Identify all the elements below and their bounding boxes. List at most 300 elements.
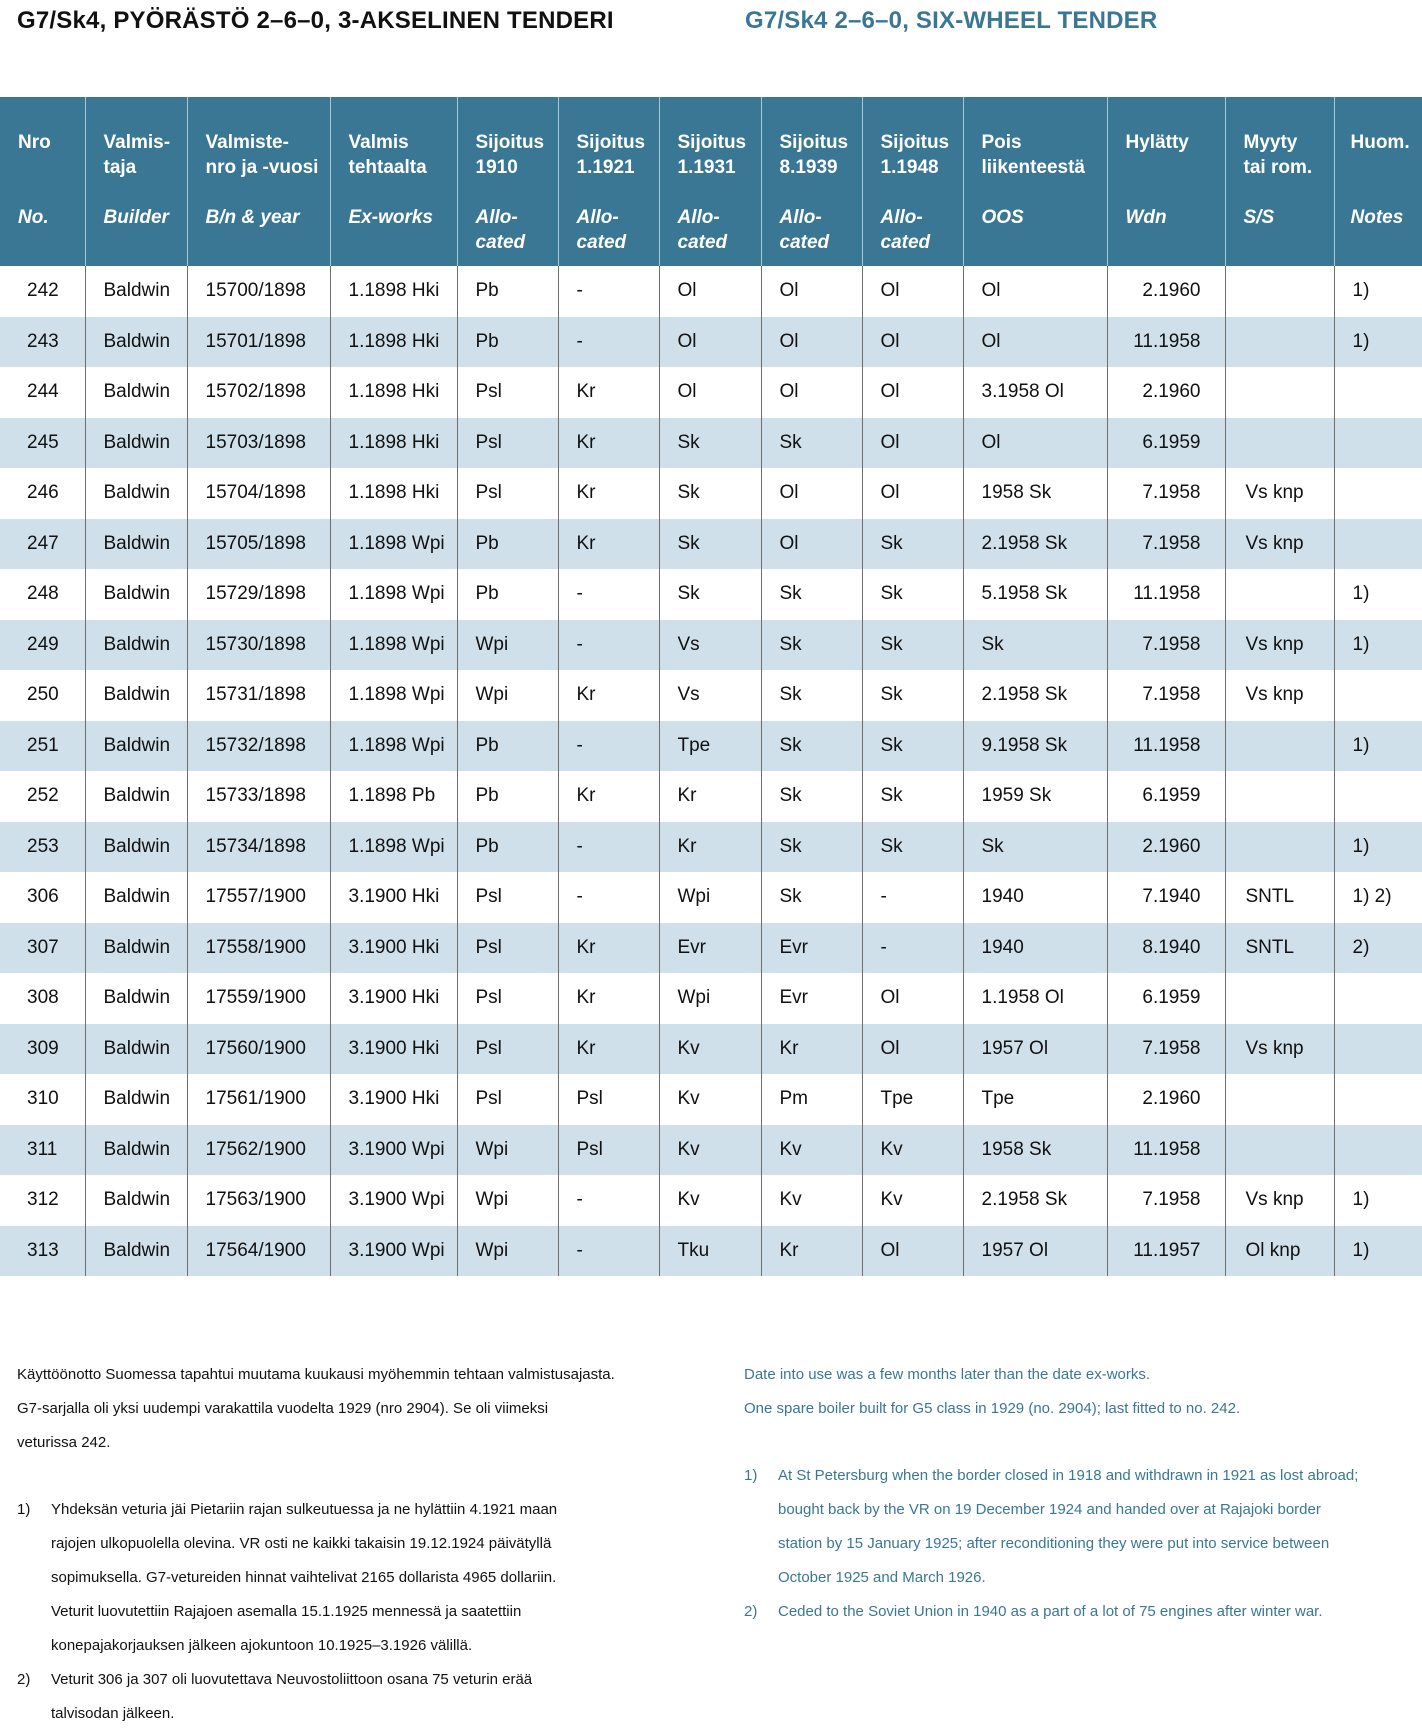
cell-bn-year: 17559/1900 [187, 973, 330, 1024]
cell-ss [1225, 721, 1334, 772]
cell-alloc-1931: Ol [659, 367, 761, 418]
cell-builder: Baldwin [85, 519, 187, 570]
cell-alloc-1948: Ol [862, 367, 963, 418]
cell-alloc-1939: Kv [761, 1175, 862, 1226]
cell-notes: 1) [1334, 822, 1422, 873]
cell-builder: Baldwin [85, 822, 187, 873]
cell-oos: 1958 Sk [963, 1125, 1107, 1176]
cell-nro: 252 [27, 785, 59, 807]
cell-wdn: 2.1960 [1107, 822, 1225, 873]
cell-alloc-1921: Kr [558, 923, 659, 974]
cell-alloc-1910: Wpi [457, 1125, 558, 1176]
table-row [0, 872, 1422, 923]
cell-alloc-1921: - [558, 1175, 659, 1226]
table-row [0, 1175, 1422, 1226]
cell-oos: 1958 Sk [963, 468, 1107, 519]
cell-notes [1334, 670, 1422, 721]
cell-alloc-1931: Tku [659, 1226, 761, 1277]
cell-ss [1225, 266, 1334, 317]
locomotive-table [0, 97, 1422, 1276]
cell-ex-works: 3.1900 Hki [330, 923, 457, 974]
note-line: Date into use was a few months later than the date ex-works. [744, 1366, 1151, 1383]
cell-nro: 244 [27, 381, 59, 403]
cell-alloc-1921: Kr [558, 771, 659, 822]
cell-alloc-1948: Ol [862, 1024, 963, 1075]
cell-notes [1334, 1074, 1422, 1125]
cell-alloc-1910: Psl [457, 1074, 558, 1125]
table-row [0, 519, 1422, 570]
cell-wdn: 11.1958 [1107, 569, 1225, 620]
cell-alloc-1921: Psl [558, 1074, 659, 1125]
cell-notes: 1) [1334, 620, 1422, 671]
cell-alloc-1921: - [558, 822, 659, 873]
cell-nro: 243 [0, 317, 85, 368]
cell-builder: Baldwin [85, 367, 187, 418]
note-line: G7-sarjalla oli yksi uudempi varakattila vuodelta 1929 (nro 2904). Se oli viimeksi [17, 1400, 549, 1417]
column-header-fi: Sijoitus 1.1948 [880, 132, 950, 178]
column-header-en: B/n & year [205, 207, 300, 228]
cell-nro: 311 [0, 1125, 85, 1176]
table-row [0, 367, 1422, 418]
cell-oos: Ol [963, 266, 1107, 317]
cell-oos: 5.1958 Sk [963, 569, 1107, 620]
cell-notes [1334, 1024, 1422, 1075]
cell-builder: Baldwin [85, 670, 187, 721]
notes-english-intro [744, 1358, 1414, 1426]
cell-bn-year: 17560/1900 [187, 1024, 330, 1075]
cell-bn-year: 15729/1898 [187, 569, 330, 620]
cell-nro: 249 [0, 620, 85, 671]
cell-nro: 242 [27, 280, 59, 302]
cell-nro: 251 [0, 721, 85, 772]
cell-notes: 1) [1334, 569, 1422, 620]
table-row [0, 721, 1422, 772]
cell-alloc-1921: Kr [558, 468, 659, 519]
footnote [17, 1493, 687, 1663]
footnote-text [51, 1493, 687, 1663]
cell-bn-year: 15734/1898 [187, 822, 330, 873]
cell-ex-works: 1.1898 Pb [330, 771, 457, 822]
cell-ss [1225, 822, 1334, 873]
cell-alloc-1921: Kr [558, 367, 659, 418]
cell-alloc-1931: Sk [659, 519, 761, 570]
table-row [0, 468, 1422, 519]
cell-oos: 1.1958 Ol [963, 973, 1107, 1024]
cell-alloc-1948: Sk [862, 569, 963, 620]
cell-wdn: 8.1940 [1107, 923, 1225, 974]
footnote-line: Veturit luovutettiin Rajajoen asemalla 15.1.1925 mennessä ja saatettiin [51, 1603, 522, 1620]
cell-oos: 2.1958 Sk [963, 519, 1107, 570]
cell-notes: 1) [1334, 317, 1422, 368]
cell-alloc-1910: Pb [457, 721, 558, 772]
cell-nro: 310 [27, 1088, 59, 1110]
table-body [0, 266, 1422, 1276]
cell-oos: Sk [963, 822, 1107, 873]
footnote-line: station by 15 January 1925; after reconditioning they were put into service between [778, 1535, 1330, 1552]
cell-alloc-1939: Sk [761, 872, 862, 923]
cell-notes: 1) [1334, 1175, 1422, 1226]
footnote-line: bought back by the VR on 19 December 1924 and handed over at Rajajoki border [778, 1501, 1321, 1518]
cell-builder: Baldwin [85, 266, 187, 317]
table-header [0, 97, 1422, 266]
column-header-oos [963, 97, 1107, 266]
cell-wdn: 2.1960 [1107, 1074, 1225, 1125]
cell-alloc-1910: Psl [457, 468, 558, 519]
cell-alloc-1910: Pb [457, 771, 558, 822]
cell-alloc-1931: Wpi [659, 872, 761, 923]
footnote-mark: 2) [17, 1671, 31, 1688]
cell-builder: Baldwin [85, 721, 187, 772]
cell-nro: 306 [27, 886, 59, 908]
footnote-mark: 2) [744, 1603, 758, 1620]
cell-wdn: 6.1959 [1107, 418, 1225, 469]
cell-bn-year: 15730/1898 [187, 620, 330, 671]
cell-alloc-1948: Ol [862, 1226, 963, 1277]
cell-alloc-1939: Ol [761, 317, 862, 368]
column-header-alloc-1910 [457, 97, 558, 266]
table-row [0, 317, 1422, 368]
column-header-en: S/S [1243, 207, 1275, 228]
footnote [744, 1459, 1414, 1595]
cell-alloc-1931: Tpe [659, 721, 761, 772]
cell-nro: 312 [27, 1189, 59, 1211]
cell-alloc-1939: Sk [761, 569, 862, 620]
cell-ss: Ol knp [1225, 1226, 1334, 1277]
cell-alloc-1931: Sk [659, 418, 761, 469]
cell-ss [1225, 1074, 1334, 1125]
cell-bn-year: 17563/1900 [187, 1175, 330, 1226]
table-row [0, 1226, 1422, 1277]
cell-bn-year: 15704/1898 [187, 468, 330, 519]
notes-finnish [17, 1358, 687, 1731]
cell-oos: 2.1958 Sk [963, 670, 1107, 721]
cell-alloc-1921: Kr [558, 418, 659, 469]
cell-bn-year: 17564/1900 [187, 1226, 330, 1277]
cell-bn-year: 15701/1898 [187, 317, 330, 368]
cell-alloc-1931: Kr [659, 771, 761, 822]
cell-bn-year: 17562/1900 [187, 1125, 330, 1176]
cell-oos: 1957 Ol [963, 1226, 1107, 1277]
cell-ss: Vs knp [1225, 1024, 1334, 1075]
cell-alloc-1948: Kv [862, 1125, 963, 1176]
cell-alloc-1948: - [862, 872, 963, 923]
cell-notes [1334, 367, 1422, 418]
note-line: veturissa 242. [17, 1434, 111, 1451]
cell-ss [1225, 418, 1334, 469]
column-header-fi: Nro [18, 132, 51, 153]
cell-notes [1334, 418, 1422, 469]
column-header-fi: Sijoitus 1910 [475, 132, 545, 178]
cell-alloc-1910: Wpi [457, 1175, 558, 1226]
cell-alloc-1931: Ol [659, 266, 761, 317]
cell-notes [1334, 1125, 1422, 1176]
table-row [0, 418, 1422, 469]
cell-nro: 245 [0, 418, 85, 469]
cell-bn-year: 15733/1898 [187, 771, 330, 822]
cell-builder: Baldwin [85, 923, 187, 974]
spacer [17, 1460, 687, 1493]
cell-builder: Baldwin [85, 317, 187, 368]
cell-alloc-1939: Ol [761, 468, 862, 519]
cell-notes: 1) [1334, 721, 1422, 772]
cell-builder: Baldwin [85, 468, 187, 519]
cell-notes: 1) 2) [1334, 872, 1422, 923]
footnote-line: October 1925 and March 1926. [778, 1569, 986, 1586]
cell-alloc-1948: - [862, 923, 963, 974]
cell-alloc-1910: Psl [457, 872, 558, 923]
cell-alloc-1921: - [558, 1226, 659, 1277]
cell-alloc-1931: Wpi [659, 973, 761, 1024]
cell-alloc-1939: Sk [761, 418, 862, 469]
column-header-en: Allo- cated [576, 207, 627, 253]
column-header-bn-year [187, 97, 330, 266]
cell-nro: 308 [27, 987, 59, 1009]
cell-ss: SNTL [1225, 923, 1334, 974]
cell-wdn: 11.1957 [1107, 1226, 1225, 1277]
cell-notes [1334, 519, 1422, 570]
column-header-en: Ex-works [348, 207, 433, 228]
cell-bn-year: 15732/1898 [187, 721, 330, 772]
cell-ex-works: 1.1898 Wpi [330, 620, 457, 671]
cell-wdn: 6.1959 [1107, 973, 1225, 1024]
column-header-en: No. [18, 207, 49, 228]
cell-alloc-1931: Kv [659, 1175, 761, 1226]
cell-ss [1225, 973, 1334, 1024]
cell-alloc-1910: Psl [457, 367, 558, 418]
cell-bn-year: 17557/1900 [187, 872, 330, 923]
cell-bn-year: 15731/1898 [187, 670, 330, 721]
cell-ex-works: 1.1898 Hki [330, 317, 457, 368]
cell-bn-year: 15705/1898 [187, 519, 330, 570]
column-header-fi: Huom. [1350, 132, 1410, 153]
cell-alloc-1921: Kr [558, 973, 659, 1024]
cell-alloc-1921: - [558, 317, 659, 368]
cell-alloc-1948: Sk [862, 721, 963, 772]
footnote-line: Yhdeksän veturia jäi Pietariin rajan sulkeutuessa ja ne hylättiin 4.1921 maan [51, 1501, 558, 1518]
column-header-en: Allo- cated [475, 207, 526, 253]
cell-alloc-1910: Wpi [457, 1226, 558, 1277]
column-header-en: Notes [1350, 207, 1404, 228]
cell-alloc-1931: Evr [659, 923, 761, 974]
cell-oos: Tpe [963, 1074, 1107, 1125]
cell-alloc-1948: Sk [862, 822, 963, 873]
cell-ex-works: 3.1900 Hki [330, 1074, 457, 1125]
cell-alloc-1939: Kv [761, 1125, 862, 1176]
footnote [17, 1663, 687, 1731]
footnote-mark: 1) [17, 1501, 31, 1518]
cell-builder: Baldwin [85, 1024, 187, 1075]
cell-ex-works: 3.1900 Hki [330, 1024, 457, 1075]
column-header-en: Allo- cated [880, 207, 931, 253]
cell-wdn: 2.1960 [1107, 266, 1225, 317]
footnote-mark: 1) [744, 1467, 758, 1484]
cell-alloc-1939: Sk [761, 822, 862, 873]
cell-alloc-1939: Evr [761, 973, 862, 1024]
cell-alloc-1948: Ol [862, 266, 963, 317]
cell-nro: 248 [27, 583, 59, 605]
cell-alloc-1948: Ol [862, 468, 963, 519]
cell-alloc-1921: - [558, 721, 659, 772]
notes-english-footnotes [744, 1459, 1414, 1629]
cell-ss: Vs knp [1225, 468, 1334, 519]
cell-bn-year: 15703/1898 [187, 418, 330, 469]
footnote-line: talvisodan jälkeen. [51, 1705, 175, 1722]
column-header-ss [1225, 97, 1334, 266]
footnote-line: sopimuksella. G7-vetureiden hinnat vaihtelivat 2165 dollarista 4965 dollariin. [51, 1569, 557, 1586]
cell-wdn: 11.1958 [1107, 1125, 1225, 1176]
cell-bn-year: 15700/1898 [187, 266, 330, 317]
cell-ex-works: 1.1898 Wpi [330, 569, 457, 620]
cell-alloc-1948: Ol [862, 317, 963, 368]
footnote [744, 1595, 1414, 1629]
cell-ex-works: 1.1898 Hki [330, 468, 457, 519]
cell-alloc-1921: Kr [558, 670, 659, 721]
cell-ss: SNTL [1225, 872, 1334, 923]
table-row [0, 973, 1422, 1024]
cell-alloc-1931: Kv [659, 1125, 761, 1176]
cell-oos: 3.1958 Ol [963, 367, 1107, 418]
page-title-finnish: G7/Sk4, PYÖRÄSTÖ 2–6–0, 3-AKSELINEN TENDERI [17, 7, 614, 34]
cell-builder: Baldwin [85, 771, 187, 822]
cell-alloc-1921: - [558, 872, 659, 923]
cell-oos: Ol [963, 317, 1107, 368]
cell-ss [1225, 367, 1334, 418]
table-row [0, 822, 1422, 873]
cell-nro: 250 [27, 684, 59, 706]
column-header-alloc-1948 [862, 97, 963, 266]
table-row [0, 266, 1422, 317]
column-header-fi: Valmis tehtaalta [348, 132, 427, 178]
notes-english [744, 1358, 1414, 1629]
table-row [0, 771, 1422, 822]
notes-finnish-intro [17, 1358, 687, 1460]
column-header-en: Allo- cated [779, 207, 830, 253]
table-row [0, 569, 1422, 620]
footnote-line: At St Petersburg when the border closed in 1918 and withdrawn in 1921 as lost abroad; [778, 1467, 1359, 1484]
cell-builder: Baldwin [85, 1125, 187, 1176]
column-header-en: Allo- cated [677, 207, 728, 253]
column-header-en: Wdn [1125, 207, 1167, 228]
table-row [0, 1074, 1422, 1125]
cell-alloc-1921: - [558, 620, 659, 671]
cell-alloc-1910: Pb [457, 519, 558, 570]
cell-notes [1334, 771, 1422, 822]
cell-ex-works: 3.1900 Wpi [330, 1125, 457, 1176]
cell-alloc-1948: Ol [862, 973, 963, 1024]
table-row [0, 620, 1422, 671]
cell-alloc-1921: Psl [558, 1125, 659, 1176]
table-row [0, 1125, 1422, 1176]
cell-ss: Vs knp [1225, 670, 1334, 721]
note-line: Käyttöönotto Suomessa tapahtui muutama kuukausi myöhemmin tehtaan valmistusajasta. [17, 1366, 615, 1383]
cell-alloc-1931: Kv [659, 1024, 761, 1075]
footnote-text [778, 1459, 1414, 1595]
cell-alloc-1948: Kv [862, 1175, 963, 1226]
column-header-alloc-1931 [659, 97, 761, 266]
column-header-fi: Valmis- taja [103, 132, 171, 178]
cell-bn-year: 17558/1900 [187, 923, 330, 974]
cell-alloc-1910: Psl [457, 1024, 558, 1075]
footnote-line: konepajakorjauksen jälkeen ajokuntoon 10.1925–3.1926 välillä. [51, 1637, 473, 1654]
cell-oos: 2.1958 Sk [963, 1175, 1107, 1226]
cell-nro: 246 [27, 482, 59, 504]
cell-bn-year: 15702/1898 [187, 367, 330, 418]
column-header-fi: Hylätty [1125, 132, 1189, 153]
cell-alloc-1948: Sk [862, 519, 963, 570]
footnote-line: Veturit 306 ja 307 oli luovutettava Neuvostoliittoon osana 75 veturin erää [51, 1671, 533, 1688]
cell-alloc-1939: Ol [761, 519, 862, 570]
column-header-nro [0, 97, 85, 266]
cell-ss: Vs knp [1225, 620, 1334, 671]
column-header-wdn [1107, 97, 1225, 266]
cell-alloc-1939: Kr [761, 1024, 862, 1075]
cell-ex-works: 3.1900 Wpi [330, 1226, 457, 1277]
cell-ex-works: 3.1900 Wpi [330, 1175, 457, 1226]
cell-alloc-1948: Sk [862, 670, 963, 721]
cell-notes: 2) [1334, 923, 1422, 974]
cell-alloc-1939: Evr [761, 923, 862, 974]
cell-alloc-1921: - [558, 266, 659, 317]
cell-alloc-1910: Psl [457, 418, 558, 469]
cell-notes: 1) [1334, 266, 1422, 317]
cell-alloc-1931: Vs [659, 620, 761, 671]
cell-builder: Baldwin [85, 1074, 187, 1125]
cell-alloc-1910: Psl [457, 973, 558, 1024]
cell-ex-works: 1.1898 Hki [330, 367, 457, 418]
cell-wdn: 7.1940 [1107, 872, 1225, 923]
cell-alloc-1931: Sk [659, 569, 761, 620]
cell-alloc-1921: Kr [558, 519, 659, 570]
notes-finnish-footnotes [17, 1493, 687, 1731]
cell-alloc-1948: Sk [862, 771, 963, 822]
cell-builder: Baldwin [85, 1175, 187, 1226]
cell-alloc-1931: Ol [659, 317, 761, 368]
cell-alloc-1910: Pb [457, 317, 558, 368]
cell-builder: Baldwin [85, 1226, 187, 1277]
cell-alloc-1939: Ol [761, 266, 862, 317]
cell-alloc-1948: Sk [862, 620, 963, 671]
cell-alloc-1939: Sk [761, 620, 862, 671]
cell-ss: Vs knp [1225, 519, 1334, 570]
cell-alloc-1910: Wpi [457, 670, 558, 721]
cell-alloc-1910: Pb [457, 822, 558, 873]
cell-nro: 307 [0, 923, 85, 974]
column-header-fi: Sijoitus 8.1939 [779, 132, 849, 178]
column-header-en: Builder [103, 207, 169, 228]
cell-ex-works: 3.1900 Hki [330, 973, 457, 1024]
column-header-notes [1334, 97, 1422, 266]
table-row [0, 670, 1422, 721]
column-header-alloc-1939 [761, 97, 862, 266]
column-header-fi: Pois liikenteestä [981, 132, 1085, 178]
cell-builder: Baldwin [85, 620, 187, 671]
cell-alloc-1939: Sk [761, 771, 862, 822]
cell-alloc-1910: Pb [457, 569, 558, 620]
cell-alloc-1939: Ol [761, 367, 862, 418]
cell-ex-works: 1.1898 Hki [330, 266, 457, 317]
cell-oos: Ol [963, 418, 1107, 469]
cell-wdn: 7.1958 [1107, 468, 1225, 519]
spacer [744, 1426, 1414, 1459]
cell-alloc-1910: Psl [457, 923, 558, 974]
cell-wdn: 7.1958 [1107, 1175, 1225, 1226]
cell-ex-works: 1.1898 Wpi [330, 519, 457, 570]
cell-builder: Baldwin [85, 973, 187, 1024]
cell-ex-works: 1.1898 Wpi [330, 822, 457, 873]
cell-notes [1334, 973, 1422, 1024]
cell-ss [1225, 1125, 1334, 1176]
cell-notes [1334, 468, 1422, 519]
